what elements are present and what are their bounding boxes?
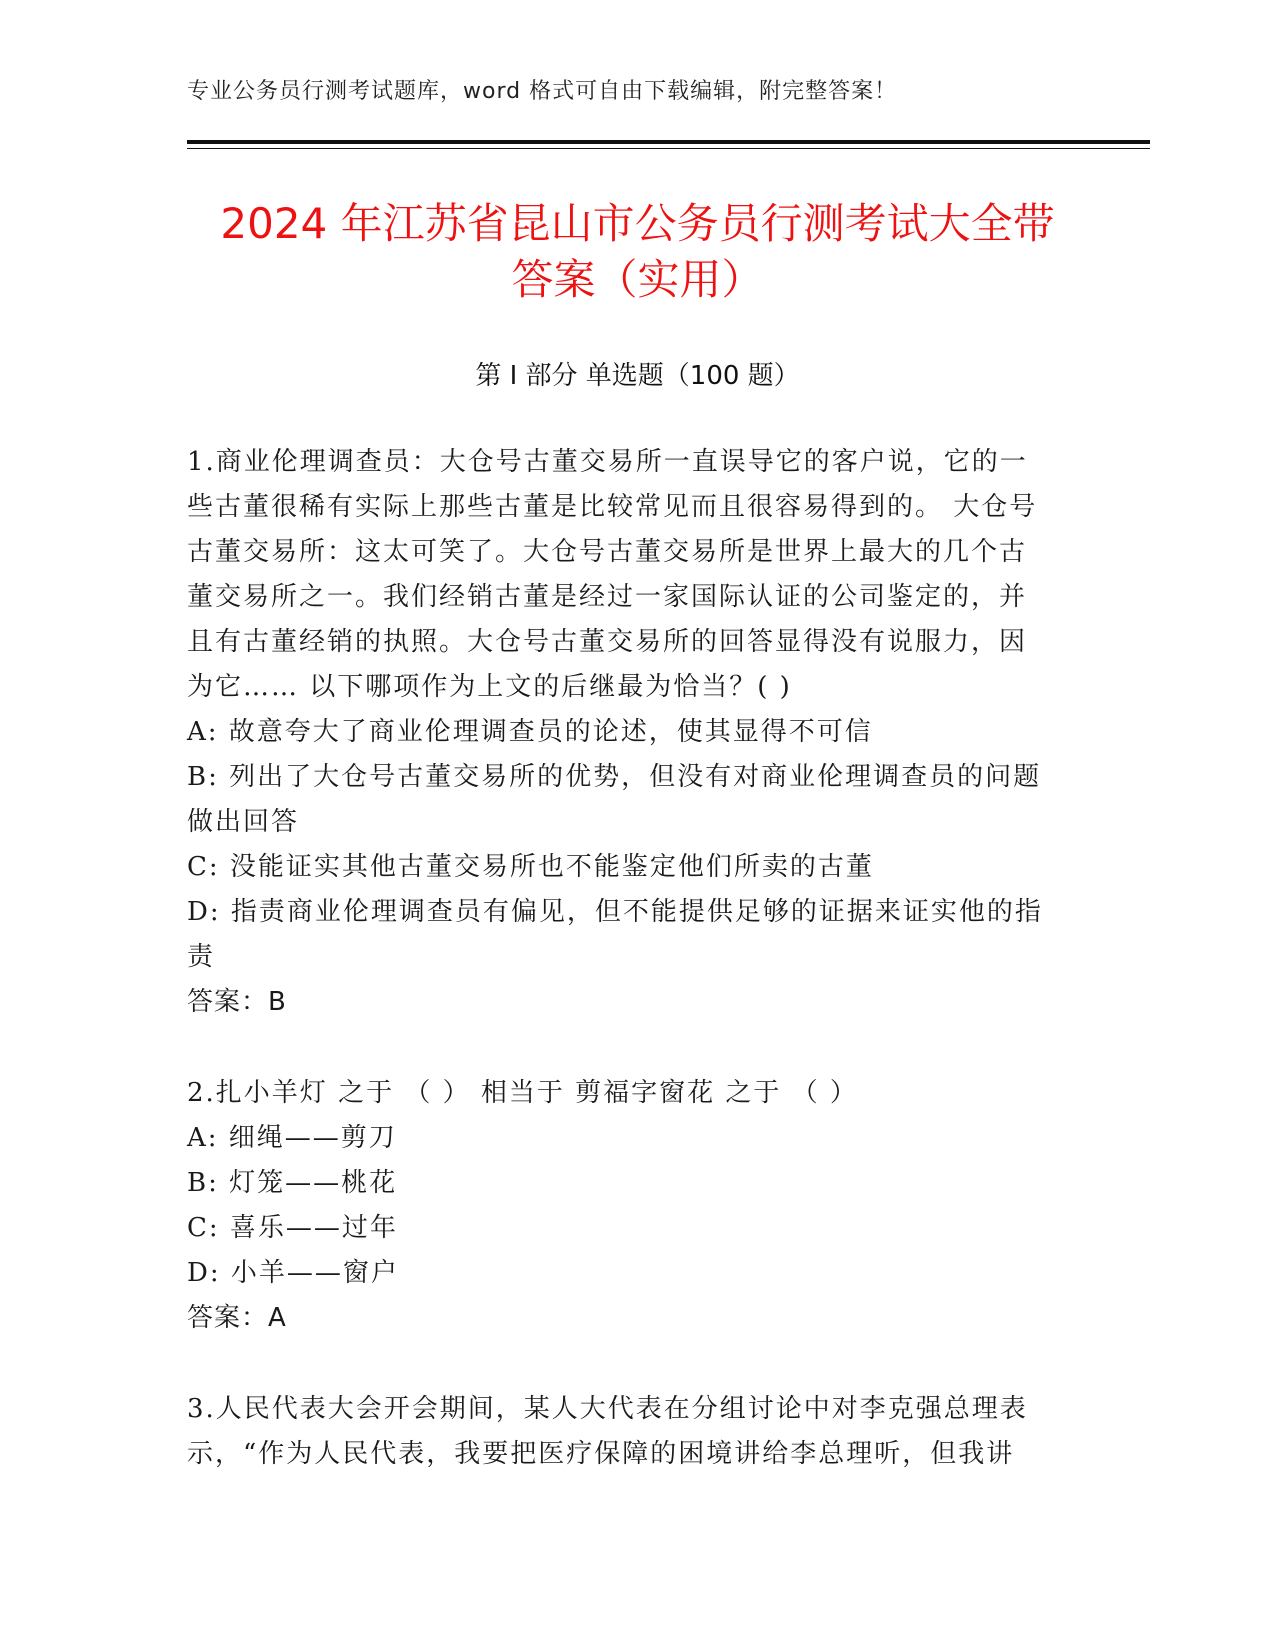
- question-3: [187, 1387, 1067, 1477]
- question-2-stem-line: 2.扎小羊灯 之于 （ ） 相当于 剪福字窗花 之于 （ ）: [187, 1078, 858, 1108]
- question-2-option-d: D: 小羊——窗户: [187, 1258, 399, 1288]
- question-1-stem-line: 董交易所之一。我们经销古董是经过一家国际认证的公司鉴定的，并: [187, 582, 1028, 612]
- header-note: 专业公务员行测考试题库，word 格式可自由下载编辑，附完整答案！: [187, 79, 898, 104]
- question-1-option-a: A: 故意夸大了商业伦理调查员的论述，使其显得不可信: [187, 717, 873, 747]
- header-rule-thick: [187, 140, 1150, 144]
- question-1-stem-line: 古董交易所：这太可笑了。大仓号古董交易所是世界上最大的几个古: [187, 537, 1028, 567]
- section-title: 第 I 部分 单选题（100 题）: [475, 361, 800, 391]
- question-3-stem-line: 3.人民代表大会开会期间，某人大代表在分组讨论中对李克强总理表: [187, 1394, 1028, 1424]
- question-1-option-c: C: 没能证实其他古董交易所也不能鉴定他们所卖的古董: [187, 852, 874, 882]
- question-1-stem-line: 些古董很稀有实际上那些古董是比较常见而且很容易得到的。 大仓号: [187, 492, 1038, 522]
- question-1-stem-line: 为它…… 以下哪项作为上文的后继最为恰当？( ): [187, 672, 792, 702]
- question-2-option-b: B: 灯笼——桃花: [187, 1168, 398, 1198]
- question-list: [187, 440, 1067, 1477]
- question-2-answer: 答案：A: [187, 1303, 287, 1333]
- question-1-option-d: D: 指责商业伦理调查员有偏见，但不能提供足够的证据来证实他的指: [187, 897, 1043, 927]
- question-1-stem-line: 1.商业伦理调查员：大仓号古董交易所一直误导它的客户说，它的一: [187, 447, 1028, 477]
- question-3-stem-line: 示，“作为人民代表，我要把医疗保障的困境讲给李总理听，但我讲: [187, 1439, 1015, 1469]
- document-title: [140, 196, 1135, 308]
- question-spacer: [187, 1341, 1067, 1387]
- question-1-option-b-cont: 做出回答: [187, 807, 300, 837]
- header-rule-thin: [187, 148, 1150, 149]
- document-title-line-2: 答案（实用）: [511, 255, 764, 304]
- question-1-stem-line: 且有古董经销的执照。大仓号古董交易所的回答显得没有说服力，因: [187, 627, 1028, 657]
- document-title-line-1: 2024 年江苏省昆山市公务员行测考试大全带: [220, 199, 1055, 248]
- question-spacer: [187, 1025, 1067, 1071]
- question-2: [187, 1071, 1067, 1341]
- question-1: [187, 440, 1067, 1025]
- question-1-option-b: B: 列出了大仓号古董交易所的优势，但没有对商业伦理调查员的问题: [187, 762, 1042, 792]
- question-1-answer: 答案：B: [187, 987, 287, 1017]
- question-1-option-d-cont: 责: [187, 942, 216, 972]
- question-2-option-c: C: 喜乐——过年: [187, 1213, 398, 1243]
- question-2-option-a: A: 细绳——剪刀: [187, 1123, 397, 1153]
